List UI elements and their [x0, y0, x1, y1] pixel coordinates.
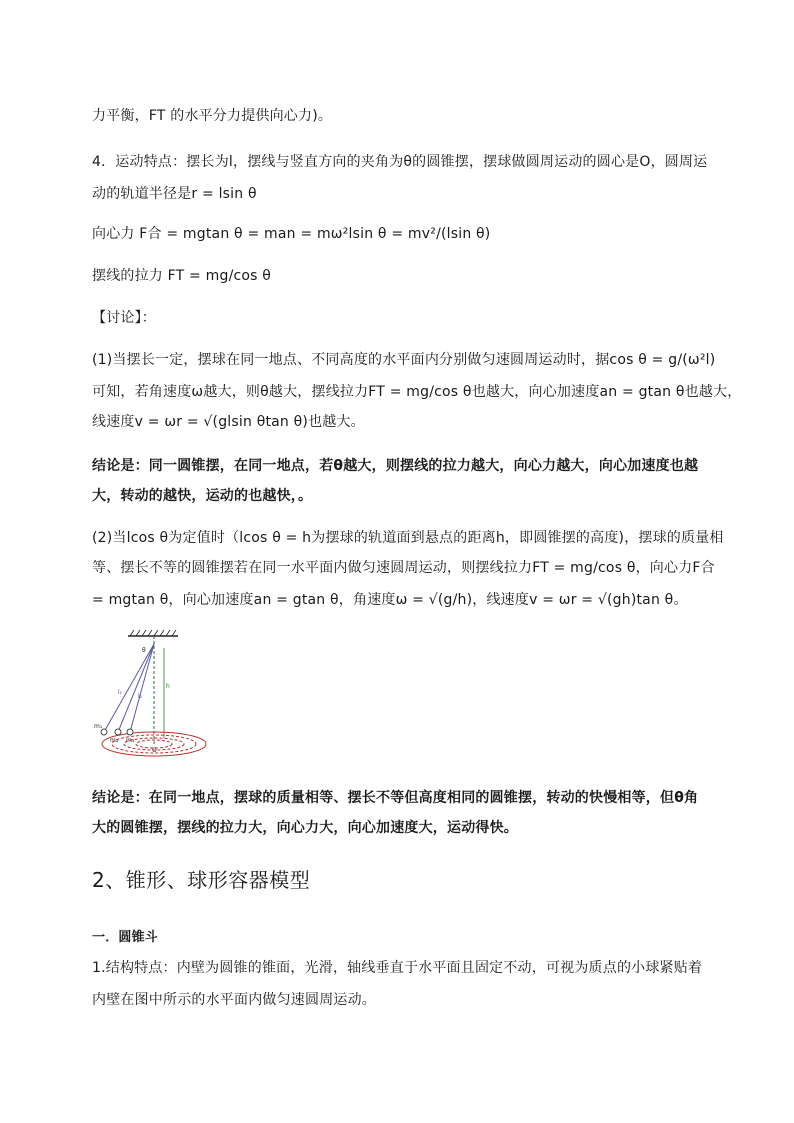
label-m2: m₂	[110, 737, 119, 744]
label-theta: θ	[142, 647, 146, 654]
label-m3: m₃	[126, 737, 135, 744]
discussion-heading: 【讨论】：	[92, 310, 156, 326]
label-h: h	[166, 683, 170, 690]
subsection-heading: 一．圆锥斗	[92, 930, 159, 945]
formula-centripetal-force: 向心力 F合 = mgtan θ = man = mω²lsin θ = mv²/(lsin θ)	[92, 226, 491, 242]
conical-pendulum-figure	[92, 628, 222, 758]
string-3	[130, 644, 154, 732]
conclusion-1-line-2: 大，转动的越快，运动的也越快，。	[92, 488, 313, 504]
text-line-19: 内壁在图中所示的水平面内做匀速圆周运动。	[92, 992, 376, 1008]
ball-m2	[115, 729, 121, 735]
text-line-13: 等、摆长不等的圆锥摆若在同一水平面内做匀速圆周运动，则摆线拉力FT = mg/cos θ，向心力F合	[92, 560, 715, 576]
formula-tension: 摆线的拉力 FT = mg/cos θ	[92, 268, 272, 284]
text-line-1: 力平衡，FT 的水平分力提供向心力)。	[92, 108, 333, 124]
text-line-8: 可知，若角速度ω越大，则θ越大，摆线拉力FT = mg/cos θ也越大，向心加速度an = gtan θ也越大，	[92, 384, 742, 400]
conclusion-2-line-1: 结论是：在同一地点，摆球的质量相等、摆长不等但高度相同的圆锥摆，转动的快慢相等，但θ角	[92, 790, 699, 806]
label-m1: m₁	[94, 723, 103, 730]
text-line-3: 动的轨道半径是r = lsin θ	[92, 186, 257, 202]
label-l1: l₁	[118, 689, 123, 696]
conclusion-1-line-1: 结论是：同一圆锥摆，在同一地点，若θ越大，则摆线的拉力越大，向心力越大，向心加速度也越	[92, 458, 699, 474]
label-l2: l₂	[138, 693, 143, 700]
text-line-14: = mgtan θ，向心加速度an = gtan θ，角速度ω = √(g/h)，线速度v = ωr = √(gh)tan θ。	[92, 592, 688, 608]
text-line-9: 线速度v = ωr = √(glsin θtan θ)也越大。	[92, 414, 365, 430]
string-1	[104, 644, 154, 732]
ceiling-hatch	[130, 630, 176, 636]
text-line-7: (1)当摆长一定，摆球在同一地点、不同高度的水平面内分别做匀速圆周运动时，据cos θ = g/(ω²l)	[92, 352, 716, 368]
ball-m3	[127, 729, 133, 735]
text-line-12: (2)当lcos θ为定值时（lcos θ = h为摆球的轨道面到悬点的距离h，即圆锥摆的高度)，摆球的质量相	[92, 530, 724, 546]
string-2	[118, 644, 154, 732]
text-line-18: 1.结构特点：内壁为圆锥的锥面，光滑，轴线垂直于水平面且固定不动，可视为质点的小球紧贴着	[92, 960, 703, 976]
label-O: O	[152, 747, 157, 754]
text-line-2: 4．运动特点：摆长为l，摆线与竖直方向的夹角为θ的圆锥摆，摆球做圆周运动的圆心是O，圆周运	[92, 154, 708, 170]
section-heading: 2、锥形、球形容器模型	[92, 868, 311, 892]
conclusion-2-line-2: 大的圆锥摆，摆线的拉力大，向心力大，向心加速度大，运动得快。	[92, 820, 518, 836]
